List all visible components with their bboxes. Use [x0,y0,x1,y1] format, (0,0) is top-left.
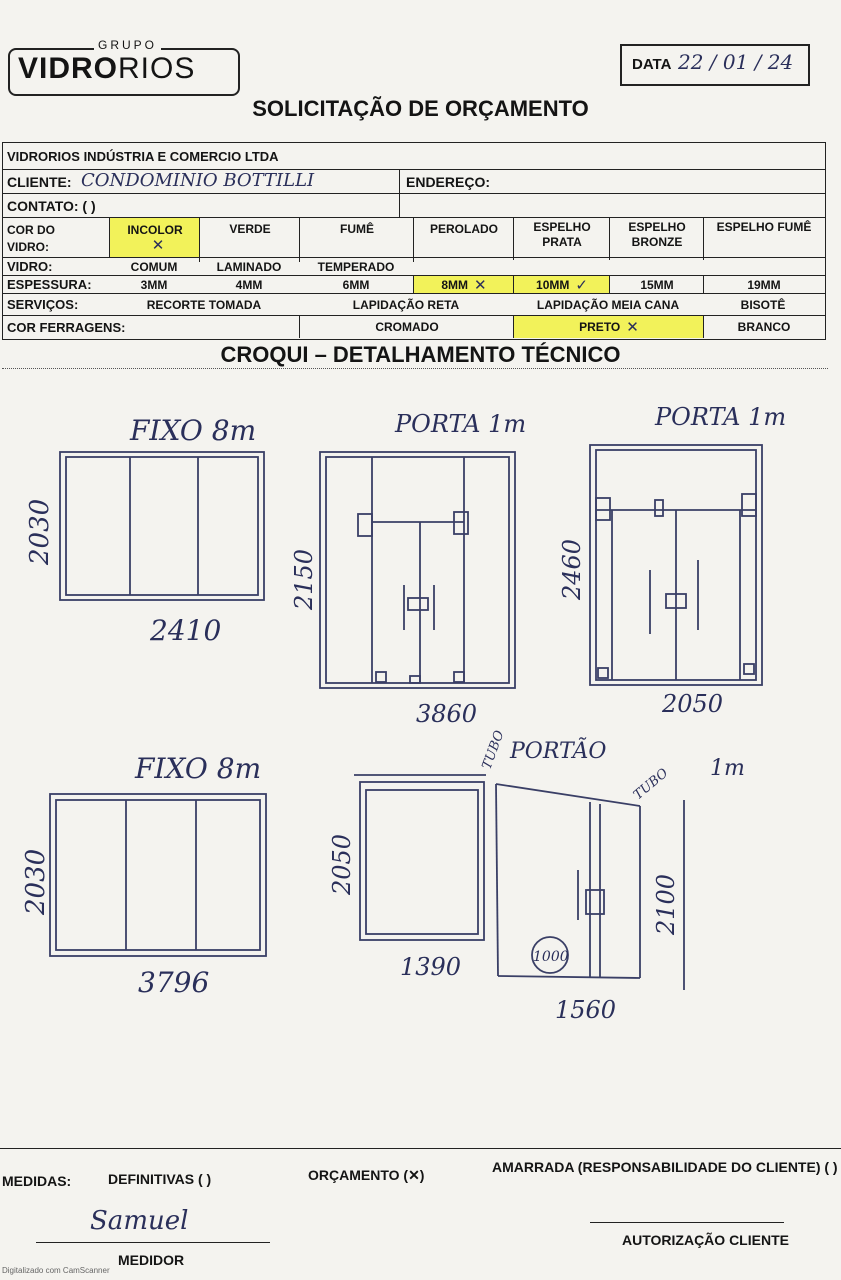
services-label: SERVIÇOS: [7,297,79,312]
service-meia-cana-label: LAPIDAÇÃO MEIA CANA [536,297,680,312]
drawing-2-height: 2150 [290,548,318,610]
contact-label[interactable]: CONTATO: ( ) [7,198,96,214]
drawing-4-width: 3796 [138,966,210,999]
drawing-3-width: 2050 [662,690,724,718]
drawing-1-label: FIXO 8m [130,414,257,447]
color-check-mark: ✕ [151,236,165,254]
scanner-note: Digitalizado com CamScanner [2,1266,110,1275]
color-espelho-bronze-label: ESPELHO BRONZE [628,220,686,249]
logo-brand-bold: VIDRO [18,52,119,85]
drawing-5-label: PORTÃO [510,739,607,764]
thickness-3mm-label: 3MM [140,277,168,292]
page-title: SOLICITAÇÃO DE ORÇAMENTO [252,96,589,121]
drawing-6-circle-value: 1000 [533,949,569,965]
drawing-3-label: PORTA 1m [655,403,787,431]
thickness-10mm-check: ✓ [575,275,588,294]
thickness-8mm-label: 8MM [441,277,469,292]
drawing-porta-2 [590,445,762,685]
client-authorization-label: AUTORIZAÇÃO CLIENTE [622,1232,789,1248]
client-value[interactable]: CONDOMINIO BOTTILLI [81,170,315,191]
thickness-19mm-label: 19MM [747,277,781,292]
color-verde-label: VERDE [229,222,271,236]
drawing-5-tube: TUBO [479,728,508,772]
client-signature-line[interactable] [590,1222,784,1223]
glass-color-label: COR DO VIDRO: [7,223,55,254]
drawing-3-height: 2460 [558,538,586,600]
measurer-signature-line [36,1242,270,1243]
glass-type-label: VIDRO: [7,259,53,274]
drawing-fixo-1 [60,452,264,600]
date-value: 22 / 01 / 24 [678,50,794,74]
thickness-4mm-label: 4MM [235,277,263,292]
service-recorte-label: RECORTE TOMADA [146,297,262,312]
drawing-fixo-2 [50,794,266,956]
drawing-2-width: 3860 [416,700,478,728]
thickness-10mm-label: 10MM [536,277,570,292]
drawing-5-height: 2050 [328,833,356,895]
glass-laminado-label: LAMINADO [216,259,282,274]
thickness-label: ESPESSURA: [7,277,92,292]
hardware-preto-check: ✕ [626,317,639,336]
drawing-6-tube: TUBO [630,765,672,804]
color-espelho-prata-label: ESPELHO PRATA [533,220,591,249]
company-name: VIDRORIOS INDÚSTRIA E COMERCIO LTDA [7,149,279,164]
definitive-option[interactable]: DEFINITIVAS ( ) [108,1171,212,1187]
glass-temperado-label: TEMPERADO [317,259,395,274]
client-label: CLIENTE: [7,174,72,190]
color-espelho-fume-label: ESPELHO FUMÊ [716,220,812,234]
quote-option[interactable]: ORÇAMENTO (✕) [308,1167,425,1183]
measures-section [0,1148,841,1199]
drawing-portao-fixed [354,775,486,940]
tied-option[interactable]: AMARRADA (RESPONSABILIDADE DO CLIENTE) ( ) [492,1159,838,1175]
thickness-6mm-label: 6MM [342,277,370,292]
drawing-5-width: 1390 [400,953,462,981]
hardware-cromado-label: CROMADO [375,319,439,334]
color-perolado-label: PEROLADO [429,222,498,236]
color-fume-label: FUMÊ [340,222,374,236]
drawing-4-height: 2030 [21,848,51,915]
measures-label: MEDIDAS: [2,1173,72,1189]
address-label: ENDEREÇO: [406,173,491,190]
drawing-6-height: 2100 [652,873,680,935]
drawing-1-height: 2030 [25,498,55,565]
glass-comum-label: COMUM [130,259,178,274]
measurer-label: MEDIDOR [118,1252,185,1268]
thickness-8mm-check: ✕ [474,275,487,294]
drawing-6-label: 1m [710,756,745,781]
service-bisote-label: BISOTÊ [740,297,786,312]
drawing-porta-1 [320,452,515,688]
drawing-1-width: 2410 [150,614,222,647]
service-lapidacao-reta-label: LAPIDAÇÃO RETA [352,297,460,312]
logo-grupo-text: GRUPO [94,38,161,52]
drawing-4-label: FIXO 8m [135,752,262,785]
hardware-preto-label: PRETO [579,319,621,334]
drawing-6-width: 1560 [555,996,617,1024]
measurer-signature: Samuel [90,1206,189,1236]
drawing-2-label: PORTA 1m [395,410,527,438]
croqui-title: CROQUI – DETALHAMENTO TÉCNICO [220,342,621,367]
date-label: DATA [632,56,672,73]
hardware-branco-label: BRANCO [737,319,791,334]
hardware-label: COR FERRAGENS: [7,320,126,335]
thickness-15mm-label: 15MM [640,277,674,292]
color-incolor-label: INCOLOR [127,223,183,237]
logo-brand-light: RIOS [118,52,196,85]
